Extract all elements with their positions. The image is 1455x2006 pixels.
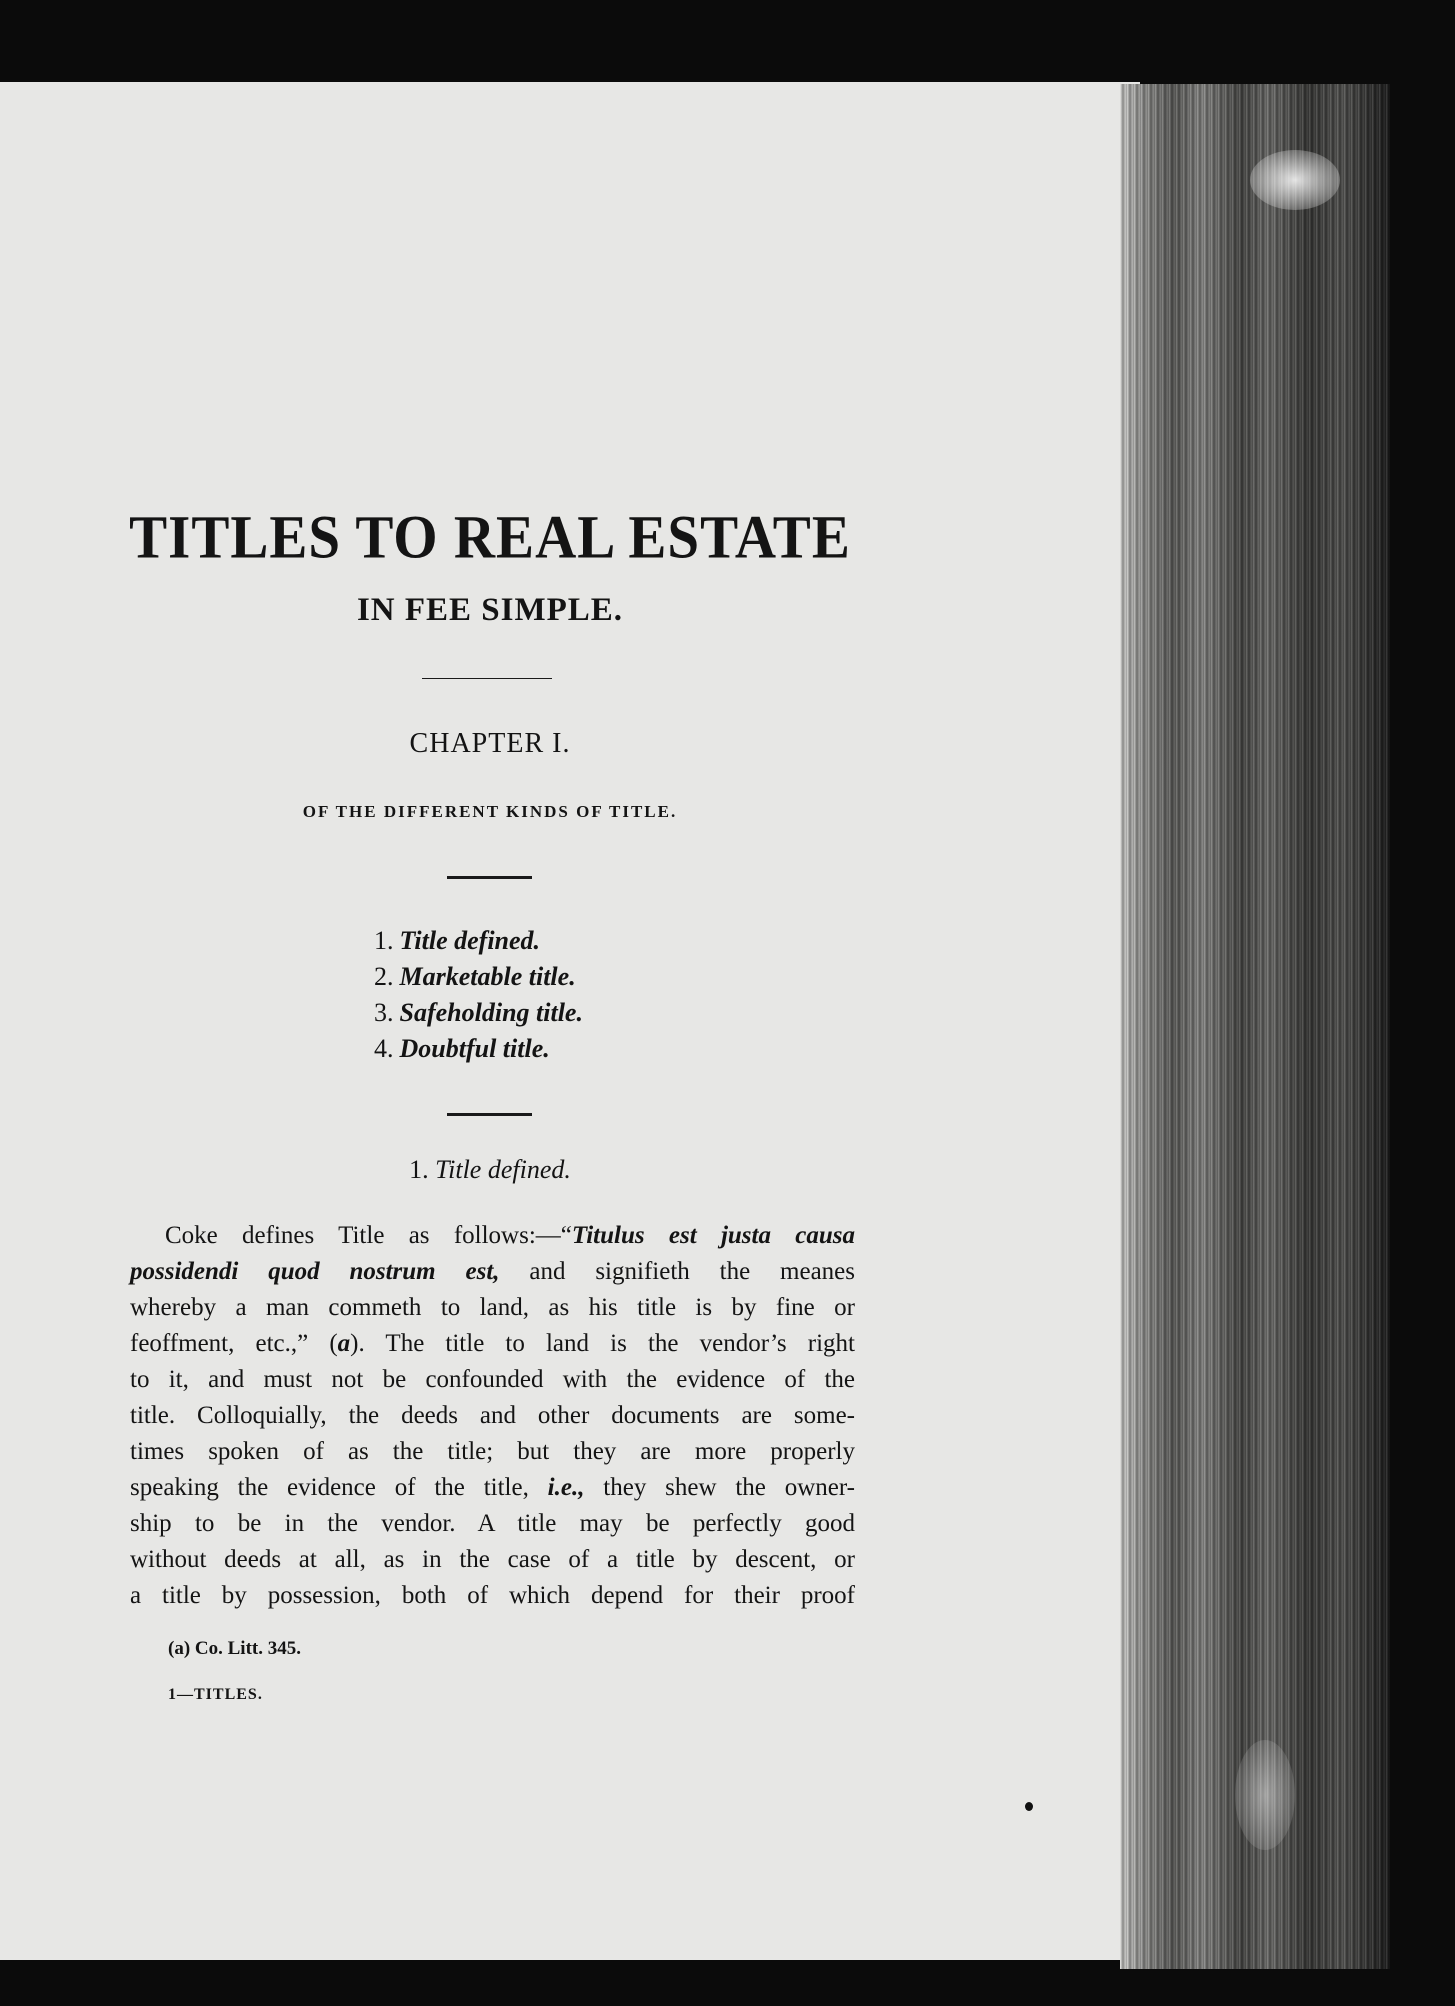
- page-edges: [1120, 84, 1390, 1969]
- body-line: without deeds at all, as in the case of a title by descent, or: [130, 1546, 855, 1573]
- body-line: times spoken of as the title; but they are more properly: [130, 1438, 855, 1465]
- speck: [1025, 1802, 1033, 1811]
- body-line: a title by possession, both of which depend for their proof: [130, 1582, 855, 1609]
- section-heading: 1. Title defined.: [409, 1155, 571, 1184]
- light-glare: [1250, 150, 1340, 210]
- contents-item: 3. Safeholding title.: [374, 998, 583, 1027]
- divider: [447, 1113, 532, 1116]
- book-title: TITLES TO REAL ESTATE: [129, 503, 851, 572]
- contents-item: 2. Marketable title.: [374, 962, 576, 991]
- body-line: Coke defines Title as follows:—“Titulus est justa causa: [165, 1222, 855, 1249]
- body-line: whereby a man commeth to land, as his title is by fine or: [130, 1294, 855, 1321]
- divider: [447, 876, 532, 879]
- contents-item: 4. Doubtful title.: [374, 1034, 550, 1063]
- chapter-label: CHAPTER I.: [409, 728, 571, 759]
- body-paragraph: [130, 1218, 855, 1614]
- signature-mark: 1—TITLES.: [168, 1686, 263, 1703]
- divider: [422, 678, 552, 679]
- body-line: ship to be in the vendor. A title may be perfectly good: [130, 1510, 855, 1537]
- footnote: (a) Co. Litt. 345.: [168, 1638, 301, 1659]
- body-line: possidendi quod nostrum est, and signifieth the meanes: [130, 1258, 855, 1285]
- contents-item: 1. Title defined.: [374, 926, 541, 955]
- light-glare: [1235, 1740, 1295, 1850]
- book-subtitle: IN FEE SIMPLE.: [356, 592, 624, 628]
- body-line: feoffment, etc.,” (a). The title to land is the vendor’s right: [130, 1330, 855, 1357]
- body-line: title. Colloquially, the deeds and other documents are some-: [130, 1402, 855, 1429]
- contents-list: [374, 923, 583, 1067]
- body-line: speaking the evidence of the title, i.e., they shew the owner-: [130, 1474, 855, 1501]
- chapter-heading: OF THE DIFFERENT KINDS OF TITLE.: [302, 802, 678, 821]
- body-line: to it, and must not be confounded with the evidence of the: [130, 1366, 855, 1393]
